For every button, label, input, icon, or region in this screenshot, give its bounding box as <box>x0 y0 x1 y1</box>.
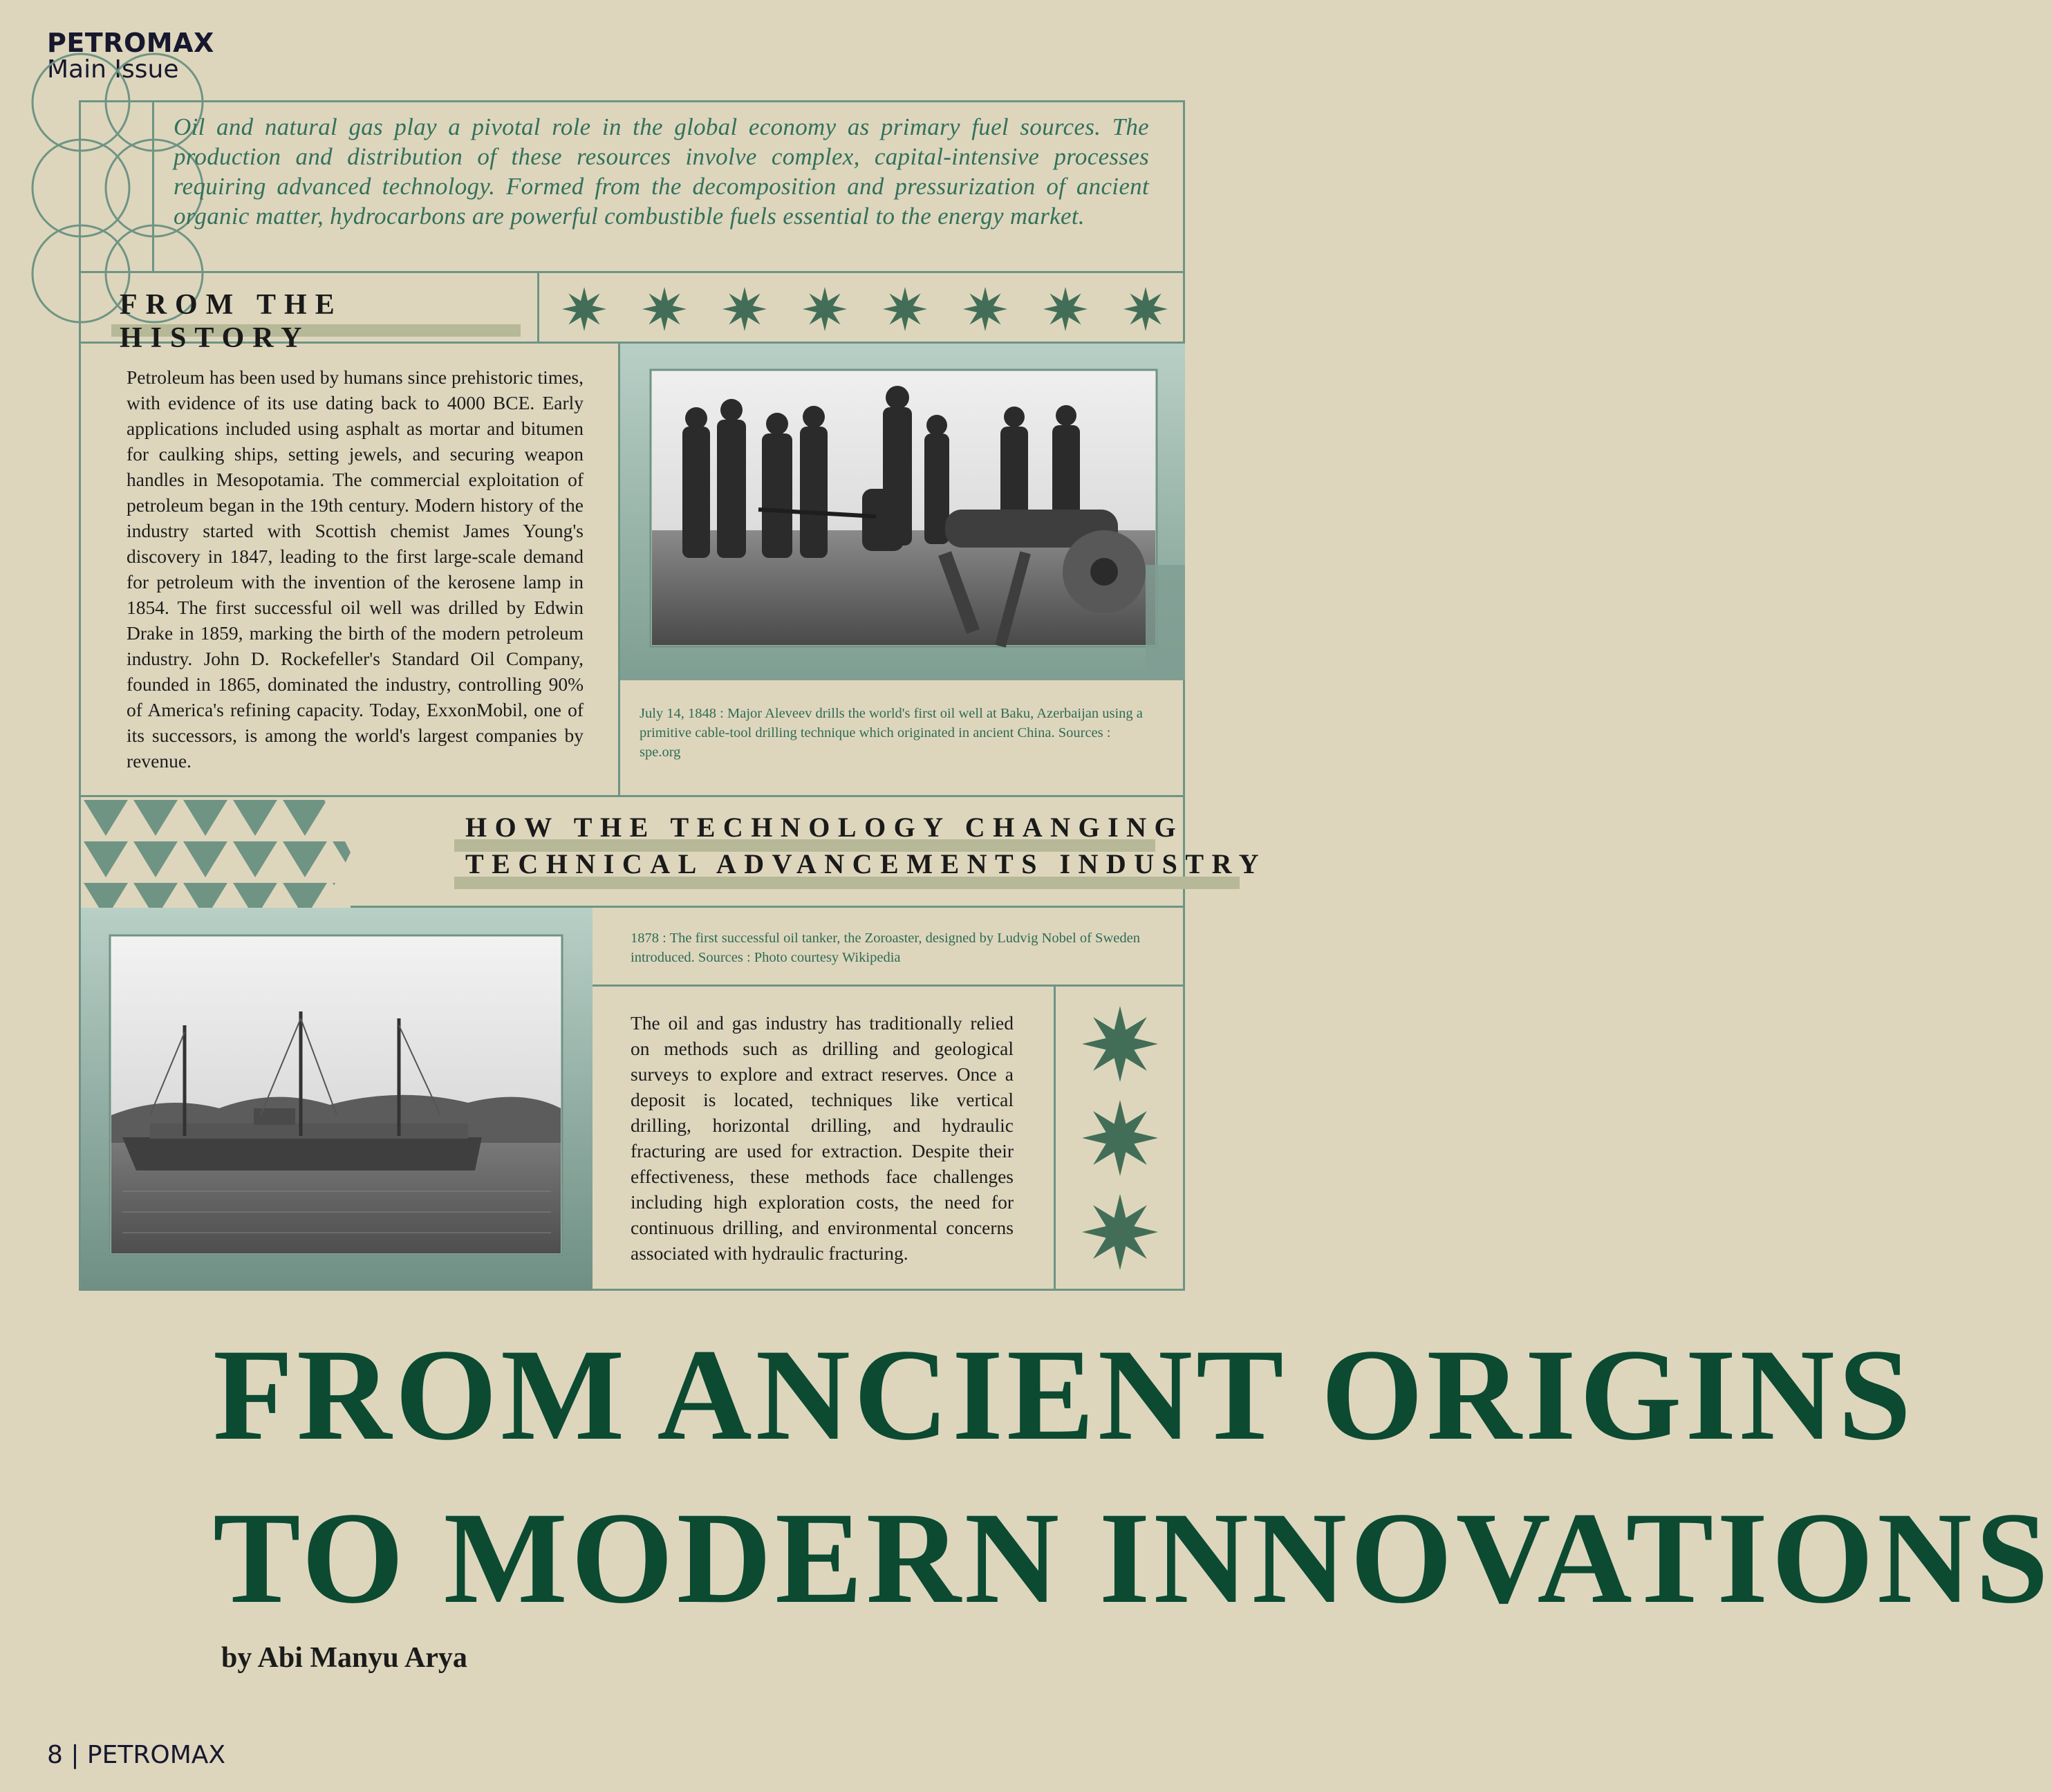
masthead-brand: PETROMAX <box>47 28 214 58</box>
star-icon <box>722 287 767 331</box>
masthead-issue: Main Issue <box>47 55 179 84</box>
technology-heading-line2: TECHNICAL ADVANCEMENTS INDUSTRY <box>465 848 1267 879</box>
history-body: Petroleum has been used by humans since prehistoric times, with evidence of its use dating back to 4000 BCE. Early applications included using asphalt as mortar and bitumen for caulking ships, setting jewels, and securing weapon handles in Mesopotamia. The commercial exploitation of petroleum began in the 19th century. Modern history of the industry started with Scottish chemist James Young's discovery in 1847, leading to the first large-scale demand for petroleum with the invention of the kerosene lamp in 1854. The first successful oil well was drilled by Edwin Drake in 1859, marking the birth of the modern petroleum industry. John D. Rockefeller's Standard Oil Company, founded in 1865, dominated the industry, controlling 90% of America's refining capacity. Today, ExxonMobil, one of its successors, is among the world's largest companies by revenue. <box>81 344 620 797</box>
history-heading-box <box>81 273 539 354</box>
article-title <box>213 1323 2052 1658</box>
star-icon <box>883 287 927 331</box>
star-icon <box>1123 287 1168 331</box>
byline: by Abi Manyu Arya <box>221 1642 467 1674</box>
star-icon <box>1043 287 1088 331</box>
star-icon <box>1082 1194 1158 1270</box>
star-icon <box>963 287 1007 331</box>
technology-heading-box <box>351 797 1267 908</box>
star-icon <box>1082 1100 1158 1176</box>
baku-oil-well-photo <box>620 344 1185 680</box>
triangle-pattern-decoration <box>81 797 351 908</box>
intro-paragraph: Oil and natural gas play a pivotal role in the global economy as primary fuel sources. The production and distribution of these resources involve complex, capital-intensive processes requiring advanced technology. Formed from the decomposition and pressurization of ancient organic matter, hydrocarbons are powerful combustible fuels essential to the energy market. <box>154 102 1185 273</box>
star-icon <box>642 287 687 331</box>
technology-heading-line1: HOW THE TECHNOLOGY CHANGING <box>465 812 1184 843</box>
star-icon <box>562 287 606 331</box>
technology-body: The oil and gas industry has traditionally relied on methods such as drilling and geological surveys to explore and extract reserves. Once a deposit is located, techniques like vertical drilling, horizontal drilling, and hydraulic fracturing are used for extraction. Despite their effectiveness, these methods face challenges including high exploration costs, the need for continuous drilling, and environmental concerns associated with hydraulic fracturing. <box>593 987 1056 1291</box>
page-footer: 8 | PETROMAX <box>47 1741 226 1769</box>
star-icon <box>803 287 847 331</box>
star-row-decoration <box>539 273 1185 344</box>
article-title-line2: TO MODERN INNOVATIONS <box>213 1486 2052 1631</box>
arc-pattern-decoration <box>81 102 154 273</box>
history-photo-caption: July 14, 1848 : Major Aleveev drills the world's first oil well at Baku, Azerbaijan using a primitive cable-tool drilling technique which originated in ancient China. Sources : spe.org <box>620 680 1185 797</box>
star-icon <box>1082 1006 1158 1082</box>
article-frame <box>79 100 1267 1291</box>
tanker-photo-caption: 1878 : The first successful oil tanker, the Zoroaster, designed by Ludvig Nobel of Sweden introduced. Sources : Photo courtesy Wikipedia <box>593 908 1185 987</box>
zoroaster-tanker-photo <box>81 908 593 1291</box>
masthead <box>47 29 214 83</box>
article-title-line1: FROM ANCIENT ORIGINS <box>213 1323 1915 1468</box>
star-column-decoration <box>1056 987 1185 1291</box>
history-heading: FROM THE HISTORY <box>120 289 343 354</box>
